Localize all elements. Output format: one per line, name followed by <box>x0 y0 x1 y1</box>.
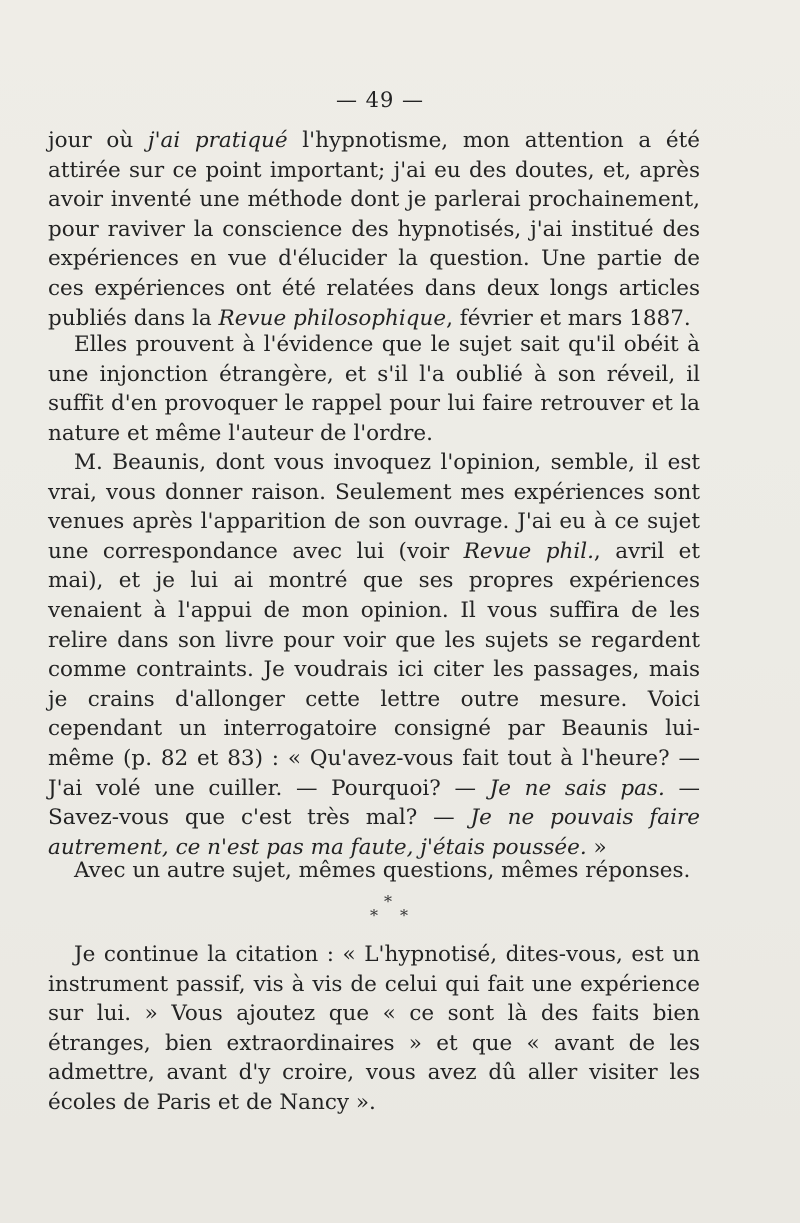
asterisk-right: * <box>400 906 408 925</box>
paragraph-1-text-e: , février et mars 1887. <box>446 305 691 331</box>
paragraph-3 <box>48 448 700 862</box>
paragraph-5-text: Je continue la citation : « L'hypnotisé, dites-vous, est un instrument passif, vis à vis de celui qui fait une expérience sur lui. » Vous ajoutez que « ce sont là des faits bien étranges, bien extraordinaires » et que « avant de les admettre, avant d'y croire, vous avez dû aller visiter les écoles de Paris et de Nancy ». <box>48 942 700 1115</box>
asterism-separator <box>360 892 420 928</box>
paragraph-2 <box>48 330 700 448</box>
quote-italic-je-ne-pouvais: Je ne pouvais faire autrement, ce n'est pas ma faute, j'étais poussée. <box>48 805 700 860</box>
paragraph-1-text-c: l'hypnotisme, mon attention a été attirée sur ce point important; j'ai eu des doutes, et, après avoir inventé une méthode dont je parlerai prochainement, pour raviver la conscience des hypnotisés, j'ai institué des expériences en vue d'élucider la question. Une partie de ces expériences ont été relatées dans deux longs articles publiés dans la <box>48 128 700 331</box>
quote-italic-je-ne-sais-pas: Je ne sais pas. <box>489 775 665 801</box>
paragraph-3-text-a: M. Beaunis, dont vous invoquez l'opinion, semble, il est vrai, vous donner raison. Seulement mes expériences sont venues après l'apparition de son ouvrage. J'ai eu à ce sujet une correspondance avec lui (voir <box>48 450 700 564</box>
paragraph-1-text-a: jour où <box>48 128 148 153</box>
paragraph-1-italic-pratique: j'ai pratiqué <box>147 128 288 153</box>
paragraph-3-text-c: , avril et mai), et je lui ai montré que ses propres expériences venaient à l'appui de mon opinion. Il vous suffira de les relire dans son livre pour voir que les sujets se regardent comme contraints. Je voudrais ici citer les passages, mais je crains d'allonger cette lettre outre mesure. Voici cependant un interrogatoire consigné par Beaunis lui-même (p. 82 et 83) : « Qu'avez-vous fait tout à l'heure? — J'ai volé une cuiller. — Pourquoi? — <box>48 538 700 801</box>
paragraph-4 <box>48 856 700 886</box>
asterisk-left: * <box>370 906 378 925</box>
page-number: — 49 — <box>335 88 425 112</box>
paragraph-5 <box>48 940 700 1118</box>
paragraph-3-text-g: » <box>586 834 607 860</box>
paragraph-4-text: Avec un autre sujet, mêmes questions, mêmes réponses. <box>74 858 691 883</box>
paragraph-2-text: Elles prouvent à l'évidence que le sujet sait qu'il obéit à une injonction étrangère, et s'il l'a oublié à son réveil, il suffit d'en provoquer le rappel pour lui faire retrouver et la nature et même l'auteur de l'ordre. <box>48 332 700 446</box>
asterisk-top: * <box>384 892 392 911</box>
paragraph-1 <box>48 126 700 333</box>
journal-title-revue-phil: Revue phil. <box>463 538 594 564</box>
journal-title-revue-philosophique: Revue philosophique <box>218 305 447 331</box>
paragraph-3-text-e: — Savez-vous que c'est très mal? — <box>48 775 700 831</box>
